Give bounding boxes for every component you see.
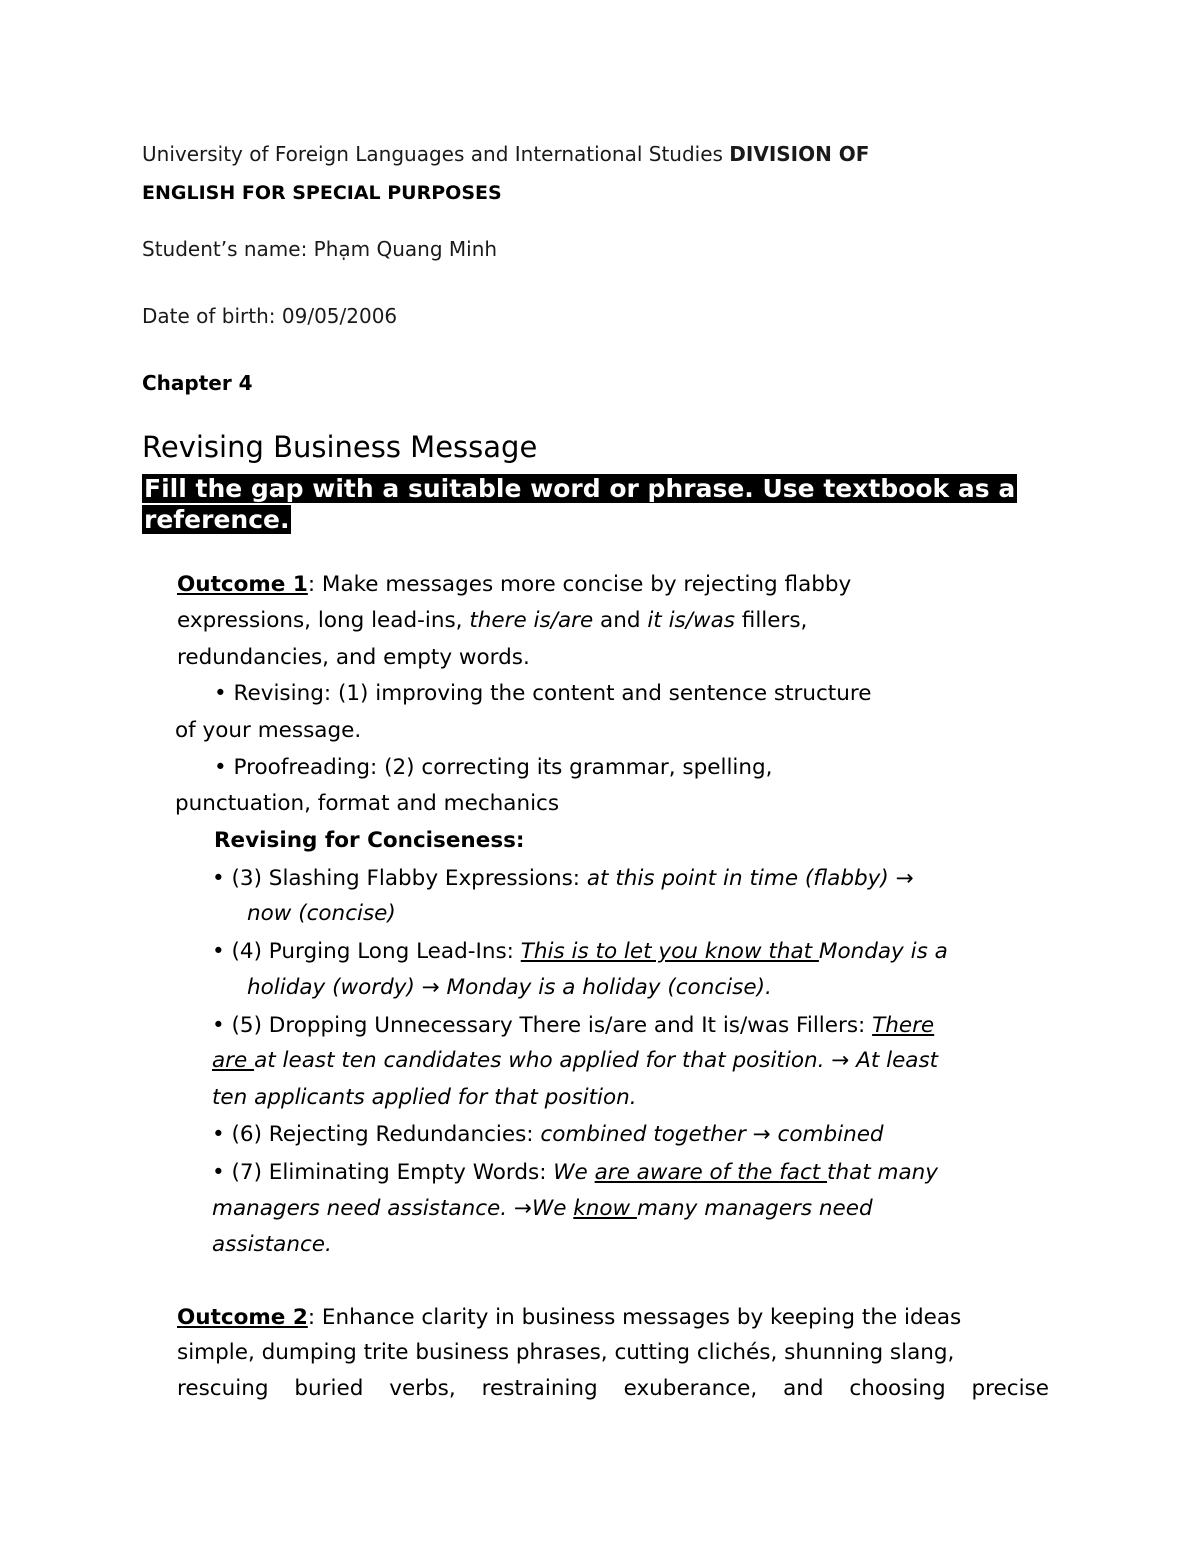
instruction-cont: [142, 505, 291, 534]
outcome1-text: : Make messages more concise by rejecting flabby: [307, 572, 852, 597]
bullet-5-cont2: ten applicants applied for that position.: [212, 1085, 637, 1110]
page-title: Revising Business Message: [142, 430, 538, 464]
bullet-4: [212, 939, 948, 964]
text: are: [212, 1048, 255, 1073]
outcome2-text: : Enhance clarity in business messages by keeping the ideas: [307, 1305, 962, 1330]
text: We: [553, 1160, 595, 1185]
text: combined together → combined: [540, 1122, 884, 1147]
bullet-7-cont: [212, 1196, 873, 1221]
text: at least ten candidates who applied for that position. → At least: [254, 1048, 939, 1073]
university-line: [142, 142, 869, 166]
university-name: University of Foreign Languages and International Studies: [142, 142, 723, 166]
bullet-3-cont: now (concise): [247, 901, 396, 926]
outcome2-label: Outcome 2: [177, 1305, 308, 1330]
text: fillers,: [734, 608, 808, 633]
subheading-conciseness: Revising for Conciseness:: [214, 828, 525, 853]
outcome2-line2: simple, dumping trite business phrases, cutting clichés, shunning slang,: [177, 1340, 955, 1365]
text: • (3) Slashing Flabby Expressions:: [212, 866, 587, 891]
bullet-7: [212, 1160, 938, 1185]
outcome1-line1: [177, 572, 851, 597]
bullet-4-cont: holiday (wordy) → Monday is a holiday (concise).: [247, 975, 772, 1000]
outcome2-line1: [177, 1305, 961, 1330]
instruction-line-1: Fill the gap with a suitable word or phrase. Use textbook as a: [144, 474, 1016, 503]
revising-item-cont: of your message.: [175, 718, 362, 743]
proofreading-item: • Proofreading: (2) correcting its grammar, spelling,: [214, 755, 773, 780]
bullet-3: [212, 866, 914, 891]
revising-item: • Revising: (1) improving the content and sentence structure: [214, 681, 872, 706]
text: it is/was: [647, 608, 735, 633]
text: know: [573, 1196, 637, 1221]
text: are aware of the fact: [594, 1160, 828, 1185]
text: • (5) Dropping Unnecessary There is/are and It is/was Fillers:: [212, 1013, 873, 1038]
text: that many: [827, 1160, 938, 1185]
instruction: [142, 474, 1017, 503]
text: • (6) Rejecting Redundancies:: [212, 1122, 541, 1147]
bullet-7-cont2: assistance.: [212, 1232, 332, 1257]
text: There: [872, 1013, 935, 1038]
date-of-birth: Date of birth: 09/05/2006: [142, 304, 398, 328]
text: expressions, long lead-ins,: [177, 608, 470, 633]
student-name: Student’s name: Phạm Quang Minh: [142, 237, 498, 261]
text: • (7) Eliminating Empty Words:: [212, 1160, 554, 1185]
text: Monday is a: [818, 939, 948, 964]
chapter-heading: Chapter 4: [142, 371, 253, 395]
outcome1-label: Outcome 1: [177, 572, 308, 597]
instruction-line-2: reference.: [144, 505, 290, 534]
text: managers need assistance. →We: [212, 1196, 574, 1221]
text: • (4) Purging Long Lead-Ins:: [212, 939, 521, 964]
division-title-cont: ENGLISH FOR SPECIAL PURPOSES: [142, 182, 502, 204]
outcome1-line2: [177, 608, 807, 633]
bullet-5-cont: [212, 1048, 938, 1073]
text: and: [593, 608, 648, 633]
text: This is to let you know that: [520, 939, 819, 964]
text: there is/are: [469, 608, 594, 633]
proofreading-item-cont: punctuation, format and mechanics: [175, 791, 560, 816]
bullet-5: [212, 1013, 934, 1038]
outcome1-line3: redundancies, and empty words.: [177, 645, 530, 670]
division-title: DIVISION OF: [729, 142, 870, 166]
bullet-6: [212, 1122, 884, 1147]
text: many managers need: [636, 1196, 873, 1221]
text: at this point in time (flabby) →: [586, 866, 914, 891]
outcome2-line3: rescuing buried verbs, restraining exuberance, and choosing precise: [177, 1376, 1049, 1401]
